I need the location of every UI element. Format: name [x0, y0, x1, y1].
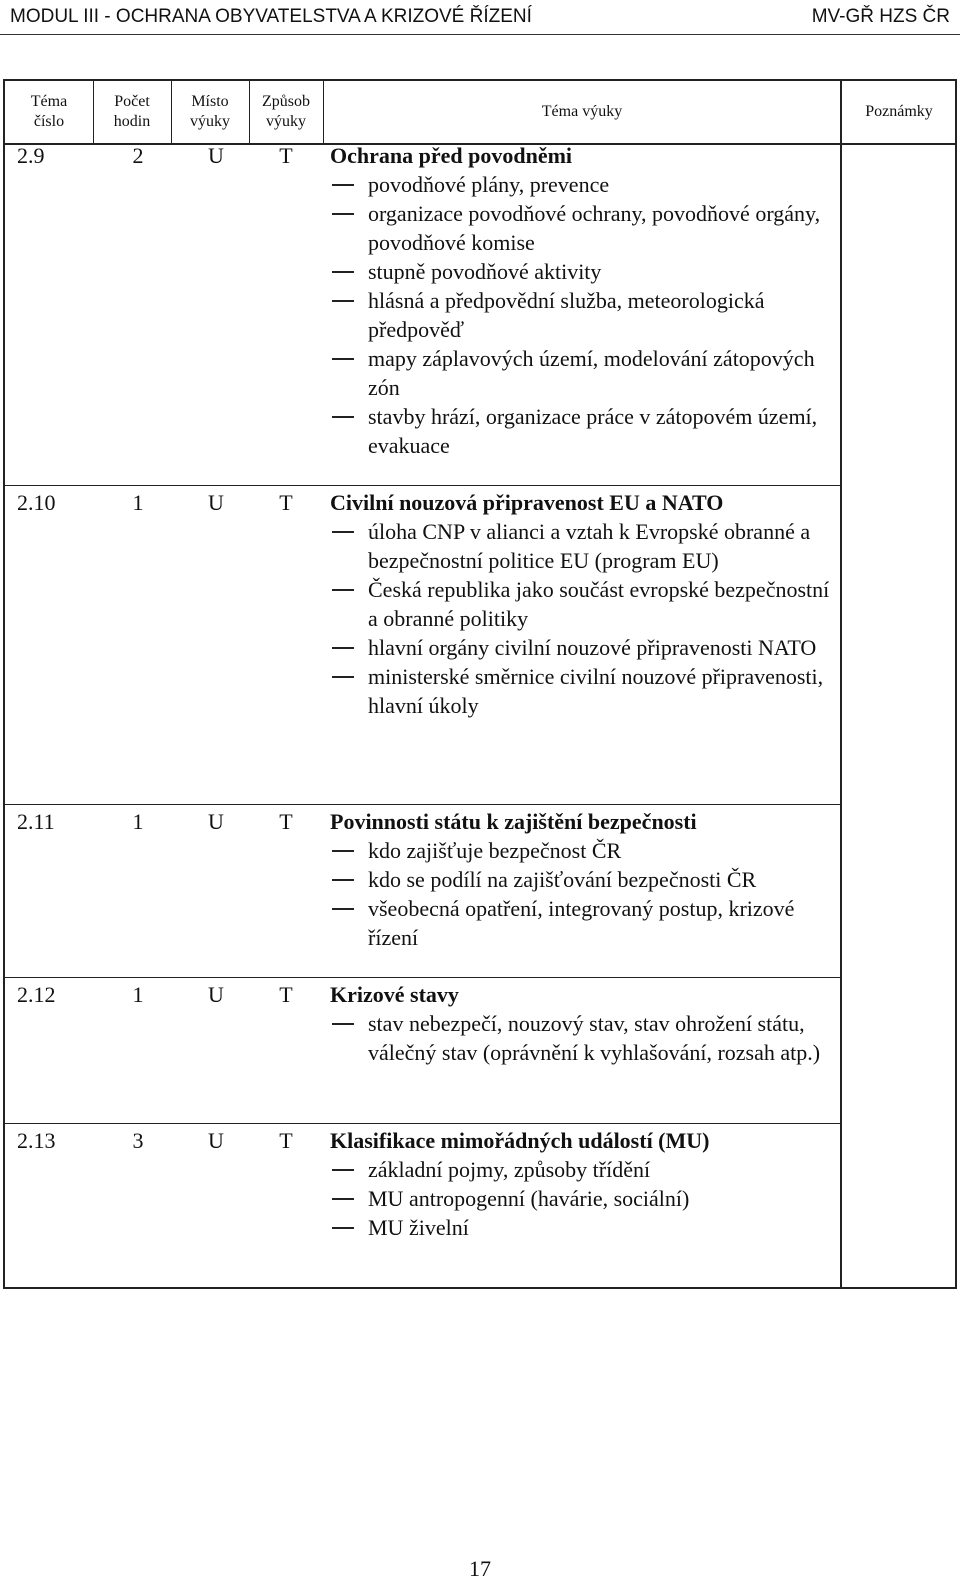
list-item: všeobecná opatření, integrovaný postup, krizové řízení [330, 894, 835, 952]
syllabus-table [3, 79, 957, 1289]
list-item: hlásná a předpovědní služba, meteorologická předpověď [330, 286, 835, 344]
running-header [0, 0, 960, 34]
topic-cell [330, 807, 835, 952]
column-header-hours: Počet hodin [113, 93, 151, 130]
list-item: kdo se podílí na zajišťování bezpečnosti ČR [330, 865, 835, 894]
notes-column-divider [840, 81, 842, 1287]
list-item: stupně povodňové aktivity [330, 257, 835, 286]
list-item: ministerské směrnice civilní nouzové připravenosti, hlavní úkoly [330, 662, 835, 720]
list-item: hlavní orgány civilní nouzové připravenosti NATO [330, 633, 835, 662]
column-header-topic-number: Téma číslo [30, 93, 68, 130]
row-divider [5, 485, 841, 486]
topic-title: Klasifikace mimořádných událostí (MU) [330, 1128, 710, 1153]
place: U [208, 143, 224, 168]
topic-cell [330, 1126, 835, 1242]
topic-number: 2.9 [17, 143, 45, 168]
hours: 1 [132, 809, 144, 834]
list-item: stavby hrází, organizace práce v zátopovém území, evakuace [330, 402, 835, 460]
row-divider [5, 804, 841, 805]
list-item: mapy záplavových území, modelování zátopových zón [330, 344, 835, 402]
list-item: stav nebezpečí, nouzový stav, stav ohrožení státu, válečný stav (oprávnění k vyhlašování, rozsah atp.) [330, 1009, 835, 1067]
topic-number: 2.13 [17, 1128, 56, 1153]
organization-label: MV-GŘ HZS ČR [811, 6, 950, 27]
method: T [279, 982, 293, 1007]
topic-cell [330, 980, 835, 1067]
row-divider [5, 1123, 841, 1124]
column-header-topic: Téma výuky [541, 103, 623, 120]
method: T [279, 809, 293, 834]
list-item: Česká republika jako součást evropské bezpečnostní a obranné politiky [330, 575, 835, 633]
list-item: MU živelní [330, 1213, 835, 1242]
topic-items [330, 1155, 835, 1242]
hours: 2 [132, 143, 144, 168]
list-item: úloha CNP v alianci a vztah k Evropské obranné a bezpečnostní politice EU (program EU) [330, 517, 835, 575]
topic-cell [330, 141, 835, 460]
method: T [279, 490, 293, 515]
topic-title: Civilní nouzová připravenost EU a NATO [330, 490, 724, 515]
place: U [208, 982, 224, 1007]
topic-cell [330, 488, 835, 720]
method: T [279, 1128, 293, 1153]
column-header-place: Místo výuky [190, 93, 230, 130]
place: U [208, 490, 224, 515]
header-divider [323, 81, 324, 143]
topic-items [330, 517, 835, 720]
column-header-method: Způsob výuky [262, 93, 310, 130]
topic-items [330, 836, 835, 952]
list-item: povodňové plány, prevence [330, 170, 835, 199]
module-title: MODUL III - OCHRANA OBYVATELSTVA A KRIZOVÉ ŘÍZENÍ [10, 6, 532, 27]
header-divider [249, 81, 250, 143]
list-item: MU antropogenní (havárie, sociální) [330, 1184, 835, 1213]
place: U [208, 809, 224, 834]
list-item: organizace povodňové ochrany, povodňové orgány, povodňové komise [330, 199, 835, 257]
topic-title: Povinnosti státu k zajištění bezpečnosti [330, 809, 697, 834]
topic-number: 2.10 [17, 490, 56, 515]
header-rule [0, 34, 960, 35]
header-divider [171, 81, 172, 143]
topic-items [330, 170, 835, 460]
place: U [208, 1128, 224, 1153]
topic-title: Krizové stavy [330, 982, 459, 1007]
list-item: kdo zajišťuje bezpečnost ČR [330, 836, 835, 865]
column-header-notes: Poznámky [865, 103, 933, 120]
list-item: základní pojmy, způsoby třídění [330, 1155, 835, 1184]
method: T [279, 143, 293, 168]
hours: 1 [132, 982, 144, 1007]
row-divider [5, 977, 841, 978]
topic-number: 2.12 [17, 982, 56, 1007]
topic-number: 2.11 [17, 809, 55, 834]
page-number: 17 [469, 1556, 491, 1581]
hours: 1 [132, 490, 144, 515]
topic-title: Ochrana před povodněmi [330, 143, 573, 168]
hours: 3 [132, 1128, 144, 1153]
topic-items [330, 1009, 835, 1067]
header-divider [93, 81, 94, 143]
